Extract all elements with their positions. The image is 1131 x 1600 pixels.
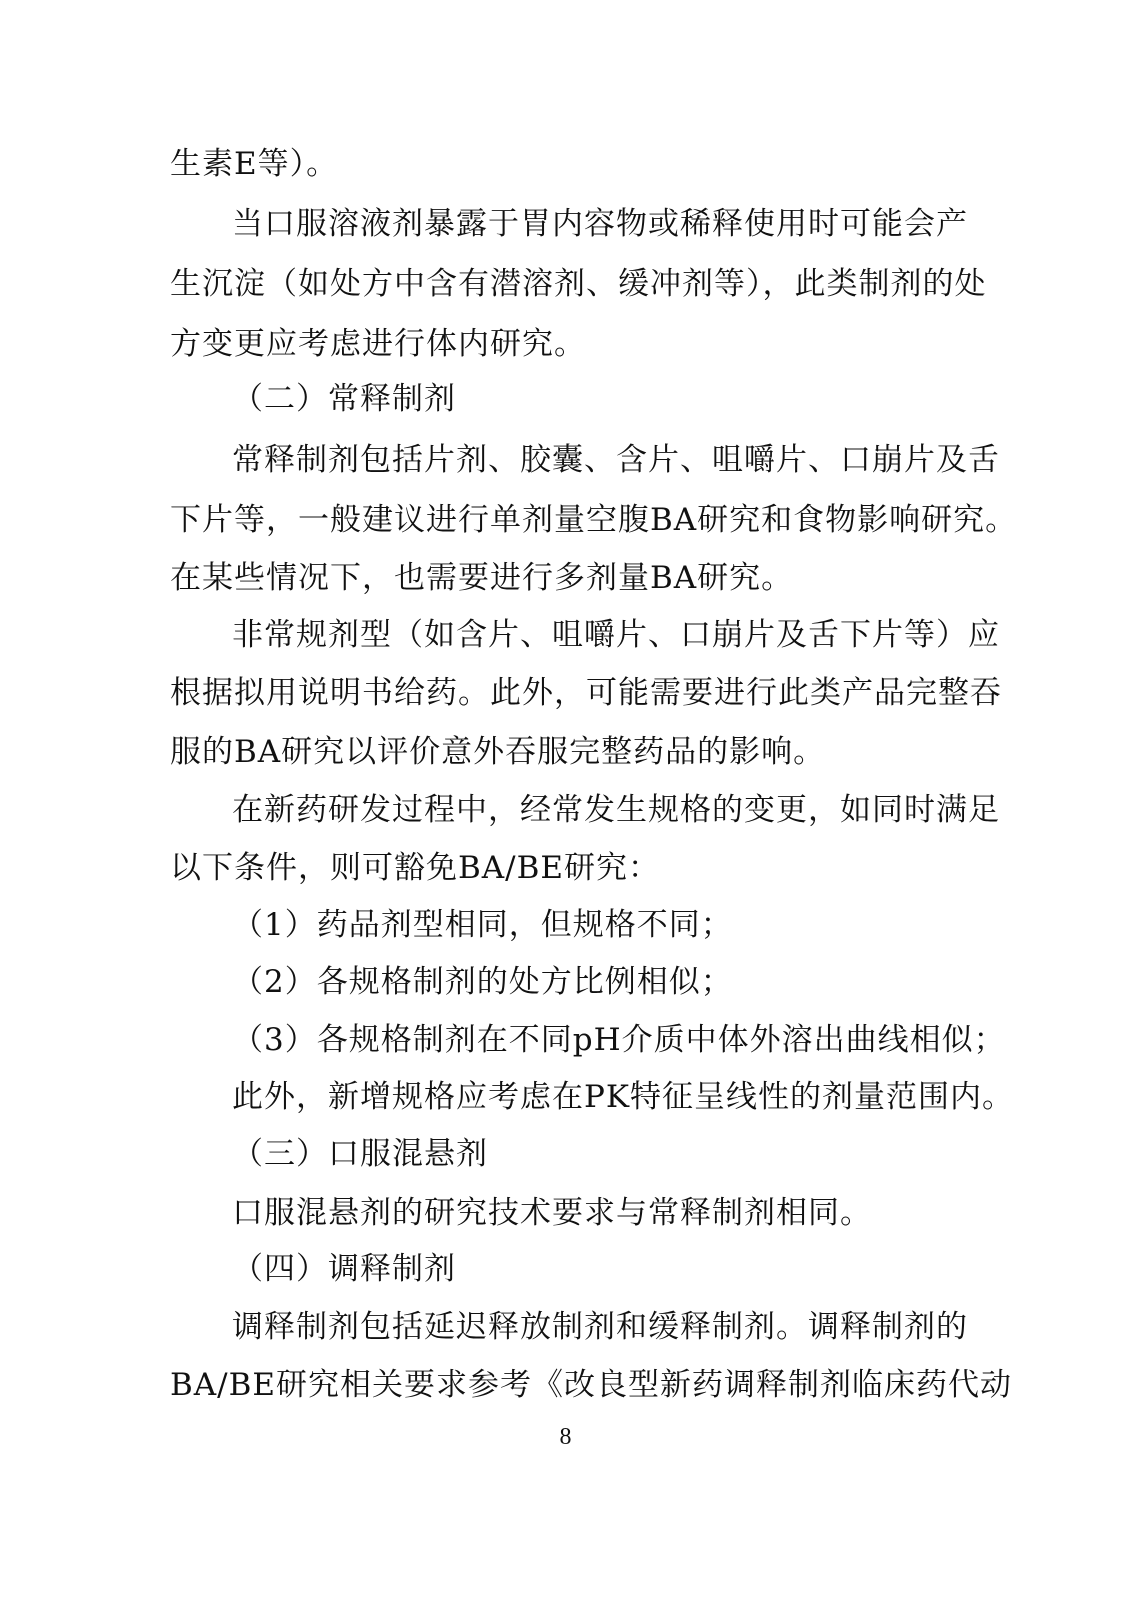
paragraph-line: 方变更应考虑进行体内研究。 (170, 326, 586, 362)
section-heading: （二）常释制剂 (232, 381, 456, 417)
paragraph-line: 常释制剂包括片剂、胶囊、含片、咀嚼片、口崩片及舌 (232, 442, 1000, 478)
paragraph-line: 在新药研发过程中，经常发生规格的变更，如同时满足 (232, 792, 1000, 828)
paragraph-line: 在某些情况下，也需要进行多剂量BA研究。 (170, 560, 794, 596)
paragraph-line: 此外，新增规格应考虑在PK特征呈线性的剂量范围内。 (232, 1079, 1015, 1115)
paragraph-line: 非常规剂型（如含片、咀嚼片、口崩片及舌下片等）应 (232, 617, 1000, 653)
paragraph-line: 当口服溶液剂暴露于胃内容物或稀释使用时可能会产 (232, 206, 968, 242)
paragraph-line: 调释制剂包括延迟释放制剂和缓释制剂。调释制剂的 (232, 1309, 968, 1345)
page-number: 8 (559, 1424, 572, 1450)
list-item: （2）各规格制剂的处方比例相似； (232, 964, 733, 1000)
paragraph-line: 生沉淀（如处方中含有潜溶剂、缓冲剂等），此类制剂的处 (170, 266, 987, 302)
paragraph-line: 以下条件，则可豁免BA/BE研究： (170, 850, 661, 886)
paragraph-line: 根据拟用说明书给药。此外，可能需要进行此类产品完整吞 (170, 675, 1002, 711)
paragraph-line: 生素E等）。 (170, 146, 339, 182)
paragraph-line: 下片等，一般建议进行单剂量空腹BA研究和食物影响研究。 (170, 502, 1018, 538)
section-heading: （四）调释制剂 (232, 1251, 456, 1287)
section-heading: （三）口服混悬剂 (232, 1136, 488, 1172)
paragraph-line: BA/BE研究相关要求参考《改良型新药调释制剂临床药代动 (170, 1367, 1013, 1403)
list-item: （3）各规格制剂在不同pH介质中体外溶出曲线相似； (232, 1022, 1006, 1058)
paragraph-line: 服的BA研究以评价意外吞服完整药品的影响。 (170, 734, 826, 770)
list-item: （1）药品剂型相同，但规格不同； (232, 907, 733, 943)
paragraph-line: 口服混悬剂的研究技术要求与常释制剂相同。 (232, 1195, 872, 1231)
